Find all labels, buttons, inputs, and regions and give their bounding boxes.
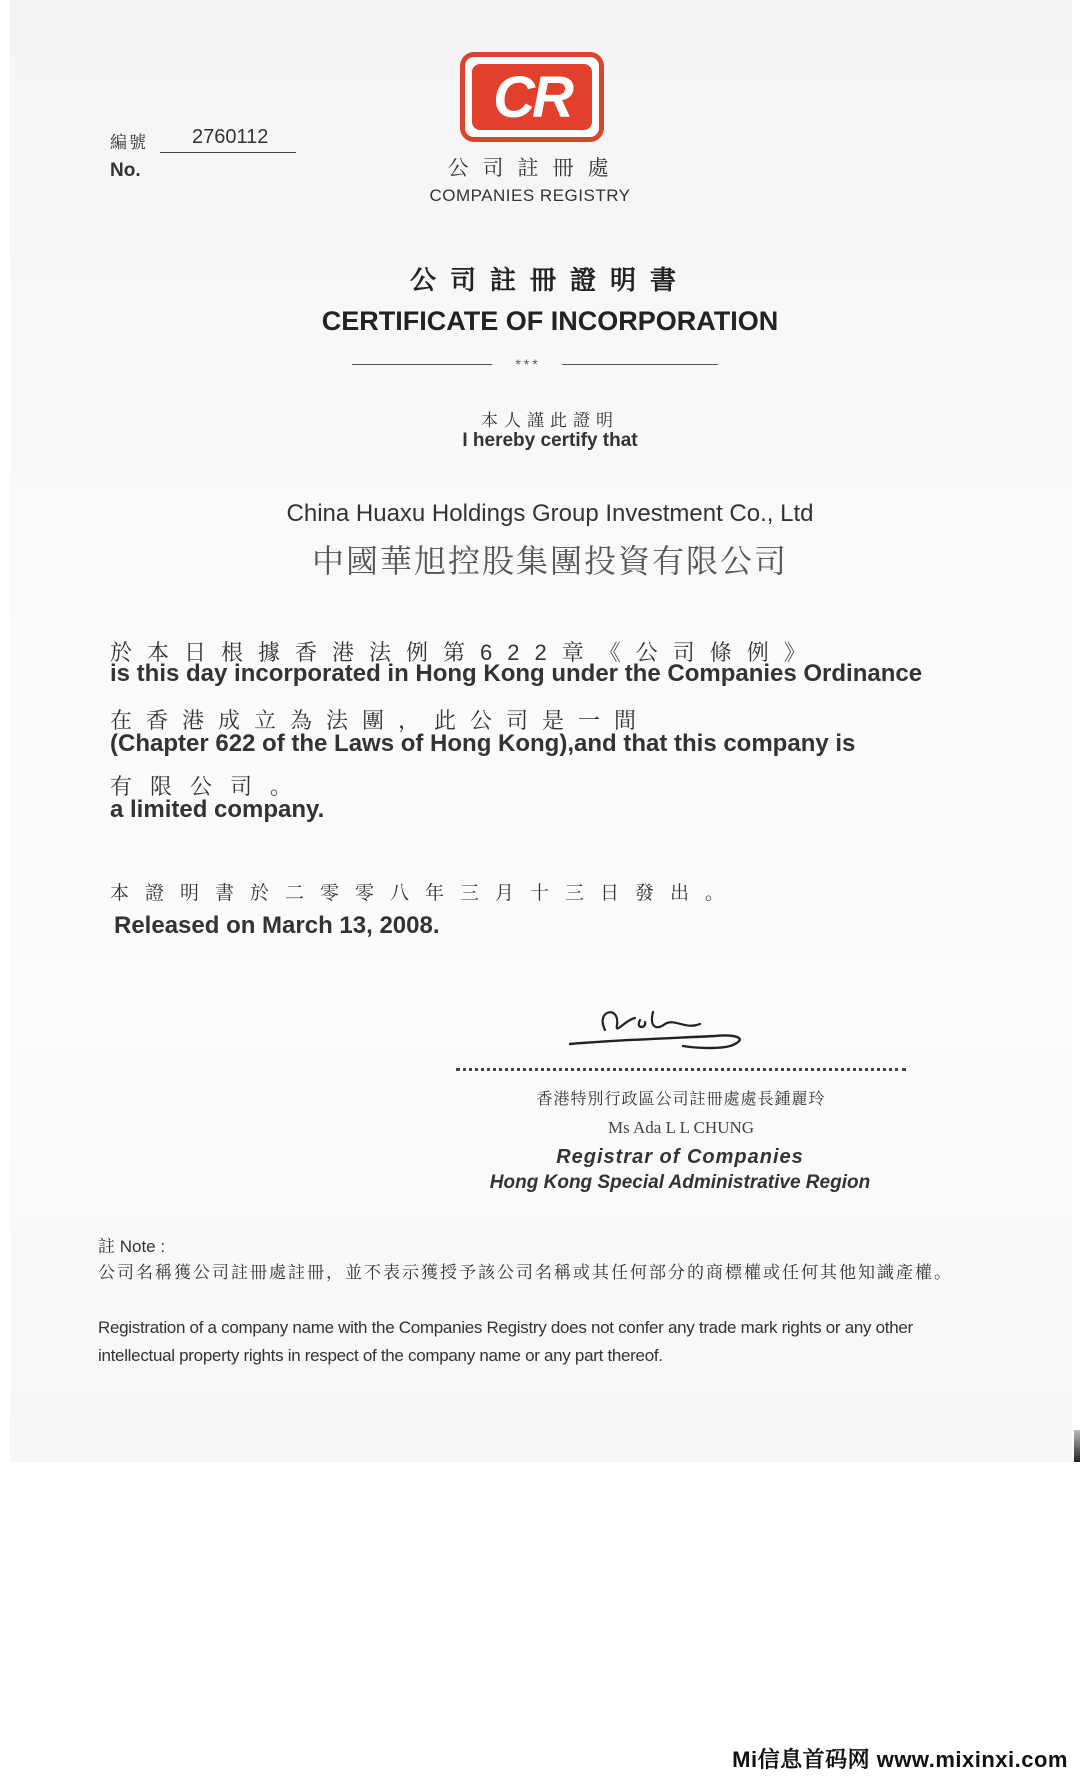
certify-text-en: I hereby certify that — [462, 430, 638, 451]
body-line2-en: (Chapter 622 of the Laws of Hong Kong),and that this company is — [110, 730, 856, 757]
release-date-zh: 本證明書於二零零八年三月十三日發出。 — [110, 883, 741, 904]
registration-number: 2760112 — [192, 126, 269, 148]
body-line1-zh: 於本日根據香港法例第622章《公司條例》 — [110, 640, 821, 665]
registry-name-en: COMPANIES REGISTRY — [429, 186, 631, 205]
signature — [565, 1000, 755, 1060]
logo-mark: CR — [472, 64, 592, 130]
registry-name-zh: 公司註冊處 — [447, 157, 623, 180]
body-line3-en: a limited company. — [110, 796, 325, 823]
number-label-zh: 編號 — [110, 133, 148, 152]
signatory-role: Registrar of Companies — [556, 1146, 804, 1168]
certificate-paper — [10, 0, 1072, 1462]
note-title: 註 Note : — [98, 1237, 166, 1256]
signatory-region: Hong Kong Special Administrative Region — [489, 1172, 871, 1193]
company-name-zh: 中國華旭控股集團投資有限公司 — [311, 542, 788, 580]
number-underline — [160, 152, 296, 153]
certificate-title-zh: 公司註冊證明書 — [409, 265, 690, 295]
certify-text-zh: 本人謹此證明 — [481, 411, 619, 430]
number-label-en: No. — [110, 160, 141, 181]
body-line1-en: is this day incorporated in Hong Kong under the Companies Ordinance — [110, 660, 923, 687]
company-name-en: China Huaxu Holdings Group Investment Co., Ltd — [286, 500, 814, 527]
divider-right — [562, 364, 718, 365]
site-watermark: Mi信息首码网 www.mixinxi.com — [732, 1747, 1068, 1772]
note-text-zh: 公司名稱獲公司註冊處註冊，並不表示獲授予該公司名稱或其任何部分的商標權或任何其他知識產權。 — [98, 1263, 953, 1282]
companies-registry-logo — [460, 52, 604, 142]
divider-stars: *** — [515, 356, 541, 372]
signatory-name: Ms Ada L L CHUNG — [607, 1118, 755, 1137]
body-line2-zh: 在香港成立為法團，此公司是一間 — [110, 708, 651, 733]
release-date-en: Released on March 13, 2008. — [114, 912, 440, 939]
signature-line — [456, 1068, 906, 1071]
divider-left — [352, 364, 492, 365]
scan-edge-mark — [1074, 1430, 1080, 1462]
certificate-title-en: CERTIFICATE OF INCORPORATION — [321, 306, 779, 336]
signatory-title-zh: 香港特別行政區公司註冊處處長鍾麗玲 — [536, 1091, 826, 1108]
body-line3-zh: 有限公司。 — [110, 774, 311, 799]
note-text-en: Registration of a company name with the Companies Registry does not confer any trade mark rights or any other intellectual property rights in respect of the company name or any part thereof. — [98, 1318, 913, 1365]
